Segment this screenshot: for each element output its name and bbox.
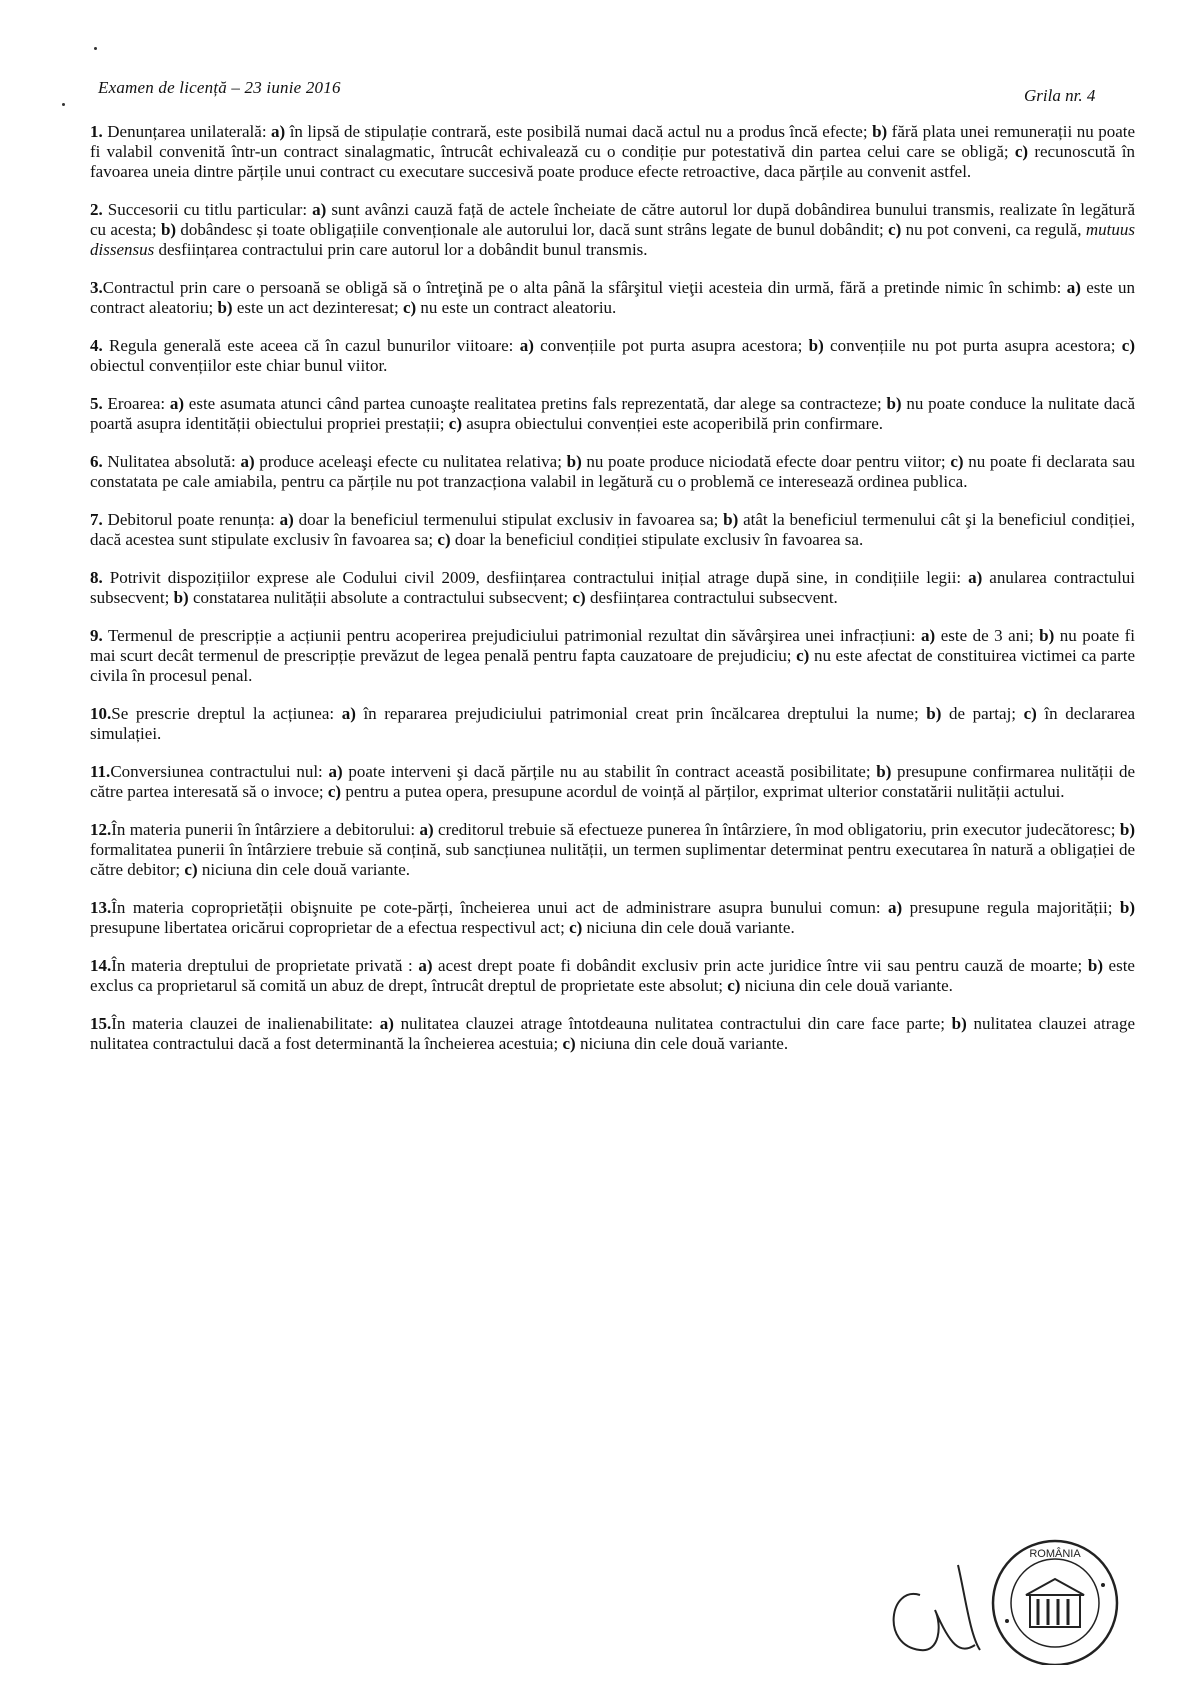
question-item	[90, 394, 1135, 434]
answer-option-letter: c)	[569, 918, 583, 937]
question-text: poate interveni şi dacă părțile nu au stabilit în contract această posibilitate;	[342, 762, 877, 781]
question-text: Potrivit dispozițiilor exprese ale Codului civil 2009, desființarea contractului inițial atrage după sine, in condițiile legii:	[109, 568, 969, 587]
answer-option-letter: b)	[1119, 820, 1136, 839]
question-text: formalitatea punerii în întârziere trebuie să conțină, sub sancțiunea nulității, un termen suplimentar determinat pentru executarea în natură a obligației de către debitor;	[90, 840, 1135, 879]
question-text: Se prescrie dreptul la acțiunea:	[111, 704, 342, 723]
question-number: 14.	[90, 956, 112, 975]
answer-option-letter: c)	[562, 1034, 576, 1053]
seal-text: ROMÂNIA	[1029, 1548, 1081, 1560]
question-text: Contractul prin care o persoană se obligă să o întreţină pe o alta până la sfârşitul vieţii acesteia din urmă, fără a pretinde nimic în schimb:	[102, 278, 1067, 297]
answer-option-letter: c)	[327, 782, 342, 801]
question-text: este asumata atunci când partea cunoaşte realitatea pretins fals reprezentată, dar alege sa contracteze;	[184, 394, 887, 413]
question-text: nu poate fi declarata sau constatata pe cale amiabila, pentru ca părțile nu pot tranzacționa valabil in legătură cu o problemă ce interesează ordinea publica.	[90, 452, 1136, 491]
question-number: 5.	[90, 394, 103, 413]
answer-option-letter: b)	[1119, 898, 1135, 917]
question-text: este un act dezinteresat;	[232, 298, 403, 317]
seal-inner-ring	[1011, 1559, 1099, 1647]
signature-mark	[894, 1565, 980, 1650]
question-text: niciuna din cele două variante.	[197, 860, 411, 879]
answer-option-letter: a)	[312, 200, 327, 219]
answer-option-letter: a)	[418, 956, 433, 975]
answer-option-letter: b)	[1087, 956, 1103, 975]
answer-option-letter: a)	[341, 704, 356, 723]
question-text: constatarea nulității absolute a contractului subsecvent;	[188, 588, 573, 607]
question-item	[90, 956, 1135, 996]
question-number: 1.	[90, 122, 103, 141]
question-text: Denunțarea unilaterală:	[107, 122, 272, 141]
answer-option-letter: a)	[519, 336, 534, 355]
question-text: nulitatea clauzei atrage nulitatea contractului dacă a fost determinantă la încheierea acestuia;	[90, 1014, 1135, 1053]
answer-option-letter: b)	[160, 220, 177, 239]
question-item	[90, 568, 1135, 608]
scan-speck	[94, 47, 97, 50]
answer-option-letter: a)	[328, 762, 343, 781]
question-text: anularea contractului subsecvent;	[90, 568, 1136, 607]
question-text: Debitorul poate renunța:	[107, 510, 280, 529]
question-text: în repararea prejudiciului patrimonial creat prin încălcarea dreptului la nume;	[355, 704, 927, 723]
answer-option-letter: a)	[888, 898, 903, 917]
question-item	[90, 200, 1135, 260]
answer-option-letter: c)	[1014, 142, 1029, 161]
answer-option-letter: a)	[279, 510, 294, 529]
question-number: 10.	[90, 704, 112, 723]
question-text: niciuna din cele două variante.	[740, 976, 953, 995]
question-text: de partaj;	[941, 704, 1024, 723]
question-text: niciuna din cele două variante.	[582, 918, 795, 937]
question-text: în declararea simulației.	[90, 704, 1136, 743]
answer-option-letter: c)	[448, 414, 462, 433]
question-text: atât la beneficiul termenului cât şi la beneficiul condiției, dacă acestea sunt stipulate exclusiv în favoarea sa;	[90, 510, 1135, 549]
question-text: Regula generală este aceea că în cazul bunurilor viitoare:	[109, 336, 520, 355]
answer-option-letter: c)	[1121, 336, 1135, 355]
answer-option-letter: c)	[437, 530, 451, 549]
question-number: 2.	[90, 200, 103, 219]
question-item	[90, 704, 1135, 744]
question-item	[90, 762, 1135, 802]
question-text: fără plata unei remunerații nu poate fi valabil convenită într-un contract sinalagmatic, întrucât echivalează cu o condiție pur potestativă din partea celui care se obligă;	[90, 122, 1136, 161]
answer-option-letter: b)	[951, 1014, 967, 1033]
answer-option-letter: a)	[968, 568, 983, 587]
question-text: convențiile pot purta asupra acestora;	[533, 336, 809, 355]
question-text: pentru a putea opera, presupune acordul de voință al părților, exprimat ulterior constatării nulității actului.	[341, 782, 1065, 801]
question-emphasis: mutuus dissensus	[90, 220, 1135, 259]
answer-option-letter: c)	[184, 860, 198, 879]
answer-option-letter: c)	[402, 298, 417, 317]
question-text: nu este un contract aleatoriu.	[416, 298, 617, 317]
question-text: obiectul convențiilor este chiar bunul viitor.	[90, 356, 388, 375]
question-text: niciuna din cele două variante.	[575, 1034, 789, 1053]
answer-option-letter: c)	[796, 646, 810, 665]
question-text: în lipsă de stipulație contrară, este posibilă numai dacă actul nu a produs încă efecte;	[285, 122, 873, 141]
answer-option-letter: b)	[1039, 626, 1055, 645]
answer-option-letter: b)	[173, 588, 189, 607]
question-text: desființarea contractului subsecvent.	[585, 588, 838, 607]
answer-option-letter: a)	[1066, 278, 1081, 297]
question-number: 9.	[90, 626, 103, 645]
question-item	[90, 452, 1135, 492]
question-text: presupune regula majorității;	[902, 898, 1120, 917]
question-text: este de 3 ani;	[935, 626, 1040, 645]
answer-option-letter: b)	[217, 298, 233, 317]
answer-option-letter: a)	[921, 626, 936, 645]
question-text: nu pot conveni, ca regulă,	[901, 220, 1086, 239]
answer-option-letter: b)	[886, 394, 902, 413]
question-text: desființarea contractului prin care autorul lor a dobândit bunul transmis.	[154, 240, 648, 259]
question-text: În materia punerii în întârziere a debitorului:	[111, 820, 420, 839]
question-number: 15.	[90, 1014, 112, 1033]
answer-option-letter: a)	[379, 1014, 394, 1033]
answer-option-letter: b)	[566, 452, 582, 471]
question-text: este un contract aleatoriu;	[90, 278, 1135, 317]
question-text: sunt avânzi cauză față de actele încheiate de către autorul lor după dobândirea bunului transmis, realizate în legătură cu acesta;	[90, 200, 1135, 239]
question-text: Nulitatea absolută:	[107, 452, 241, 471]
answer-option-letter: c)	[727, 976, 741, 995]
question-text: convențiile nu pot purta asupra acestora;	[823, 336, 1122, 355]
answer-option-letter: c)	[888, 220, 902, 239]
question-text: doar la beneficiul termenului stipulat exclusiv in favoarea sa;	[293, 510, 724, 529]
question-item	[90, 898, 1135, 938]
question-text: Succesorii cu titlu particular:	[107, 200, 313, 219]
question-item	[90, 820, 1135, 880]
question-text: nu este afectat de constituirea victimei ca parte civila în procesul penal.	[90, 646, 1135, 685]
answer-option-letter: a)	[240, 452, 255, 471]
question-text: este exclus ca proprietarul să comită un abuz de drept, întrucât dreptul de proprietate este absolut;	[90, 956, 1135, 995]
question-number: 13.	[90, 898, 112, 917]
question-text: doar la beneficiul condiției stipulate exclusiv în favoarea sa.	[450, 530, 864, 549]
question-item	[90, 122, 1135, 182]
question-text: produce aceleaşi efecte cu nulitatea relativa;	[254, 452, 567, 471]
exam-title: Examen de licență – 23 iunie 2016	[98, 78, 341, 97]
question-text: acest drept poate fi dobândit exclusiv prin acte juridice între vii sau pentru cauză de moarte;	[432, 956, 1088, 975]
question-text: Termenul de prescripție a acțiunii pentru acoperirea prejudiciului patrimonial rezultat din săvârşirea unei infracțiuni:	[107, 626, 922, 645]
question-item	[90, 510, 1135, 550]
question-number: 6.	[90, 452, 103, 471]
answer-option-letter: a)	[271, 122, 286, 141]
answer-option-letter: b)	[872, 122, 888, 141]
question-text: În materia dreptului de proprietate privată :	[111, 956, 419, 975]
question-number: 3.	[90, 278, 103, 297]
question-text: Conversiunea contractului nul:	[110, 762, 329, 781]
answer-option-letter: a)	[419, 820, 434, 839]
question-number: 7.	[90, 510, 103, 529]
answer-option-letter: b)	[926, 704, 942, 723]
answer-option-letter: c)	[950, 452, 964, 471]
question-item	[90, 626, 1135, 686]
question-item	[90, 1014, 1135, 1054]
answer-option-letter: b)	[723, 510, 739, 529]
question-text: nu poate conduce la nulitate dacă poartă asupra identității obiectului propriei prestații;	[90, 394, 1135, 433]
grid-number: Grila nr. 4	[1024, 86, 1096, 105]
question-text: dobândesc și toate obligațiile convenționale ale autorului lor, dacă sunt strâns legate de bunul dobândit;	[176, 220, 889, 239]
question-text: Eroarea:	[107, 394, 170, 413]
scan-speck	[62, 103, 65, 106]
question-number: 12.	[90, 820, 112, 839]
answer-option-letter: c)	[1023, 704, 1037, 723]
answer-option-letter: a)	[169, 394, 185, 413]
question-text: În materia coproprietății obişnuite pe cote-părți, încheierea unui act de administrare asupra bunului comun:	[111, 898, 889, 917]
question-text: presupune confirmarea nulității de către partea interesată să o invoce;	[90, 762, 1135, 801]
question-text: nulitatea clauzei atrage întotdeauna nulitatea contractului din care face parte;	[393, 1014, 952, 1033]
question-text: presupune libertatea oricărui coproprietar de a efectua respectivul act;	[90, 918, 570, 937]
question-number: 11.	[90, 762, 111, 781]
question-number: 4.	[90, 336, 103, 355]
question-number: 8.	[90, 568, 103, 587]
question-text: nu poate fi mai scurt decât termenul de prescripție prevăzut de legea penală pentru fapta cauzatoare de prejudiciu;	[90, 626, 1135, 665]
question-text: nu poate produce niciodată efecte doar pentru viitor;	[581, 452, 951, 471]
question-text: În materia clauzei de inalienabilitate:	[111, 1014, 380, 1033]
question-text: asupra obiectului convenției este acoperibilă prin confirmare.	[462, 414, 884, 433]
university-seal-stamp	[880, 1525, 1140, 1665]
answer-option-letter: b)	[808, 336, 824, 355]
question-text: recunoscută în favoarea uneia dintre părțile unui contract cu executare succesivă poate produce efecte retroactive, daca părțile au convenit astfel.	[90, 142, 1135, 181]
question-item	[90, 336, 1135, 376]
questions-list	[90, 122, 1135, 1072]
answer-option-letter: b)	[876, 762, 892, 781]
question-text: creditorul trebuie să efectueze punerea în întârziere, în mod obligatoriu, prin executor judecătoresc;	[433, 820, 1120, 839]
question-item	[90, 278, 1135, 318]
answer-option-letter: c)	[572, 588, 586, 607]
